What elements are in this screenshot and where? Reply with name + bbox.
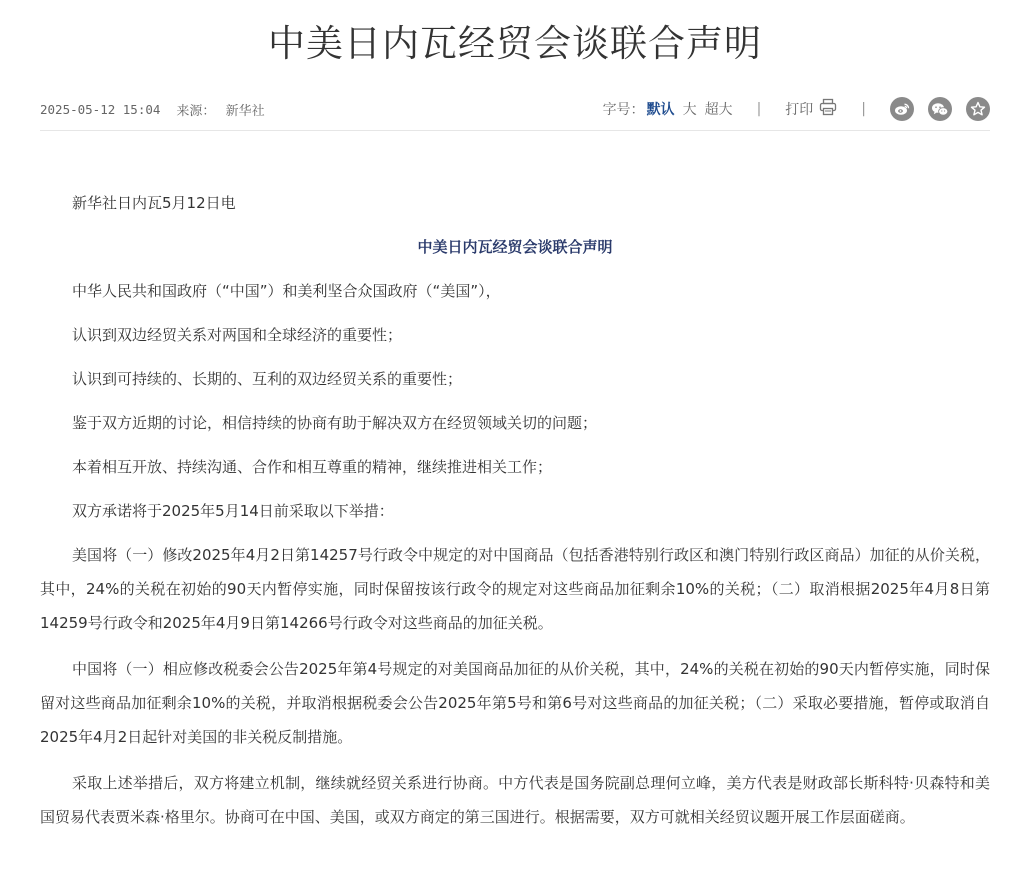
font-size-xlarge-option[interactable]: 超大 [704, 102, 733, 118]
toolbar-divider: | [756, 101, 762, 117]
star-icon[interactable] [966, 97, 990, 121]
statement-title: 中美日内瓦经贸会谈联合声明 [417, 238, 613, 256]
font-size-default-option[interactable]: 默认 [646, 102, 675, 118]
wechat-icon[interactable] [928, 97, 952, 121]
article-body [40, 186, 990, 846]
source-label: 来源： [176, 103, 216, 119]
body-paragraph: 本着相互开放、持续沟通、合作和相互尊重的精神，继续推进相关工作； [72, 458, 553, 476]
article-title: 中美日内瓦经贸会谈联合声明 [268, 22, 762, 65]
body-paragraph: 双方承诺将于2025年5月14日前采取以下举措： [72, 502, 394, 520]
weibo-icon[interactable] [890, 97, 914, 121]
article-meta-bar [40, 94, 990, 131]
share-buttons [890, 97, 990, 121]
body-paragraph: 中华人民共和国政府（“中国”）和美利坚合众国政府（“美国”）， [72, 282, 501, 300]
body-paragraph-us-measures: 美国将（一）修改2025年4月2日第14257号行政令中规定的对中国商品（包括香港特别行政区和澳门特别行政区商品）加征的从价关税，其中，24%的关税在初始的90天内暂停实施，同时保留按该行政令的规定对这些商品加征剩余10%的关税；（二）取消根据2025年4月8日第14259号行政令和2025年4月9日第14266号行政令对这些商品的加征关税。 [40, 546, 990, 632]
body-paragraph: 鉴于双方近期的讨论，相信持续的协商有助于解决双方在经贸领域关切的问题； [72, 414, 598, 432]
source-name: 新华社 [225, 103, 265, 119]
printer-icon [819, 98, 837, 120]
font-size-selector [603, 99, 733, 119]
publish-time: 2025-05-12 15:04 [40, 101, 161, 117]
font-size-large-option[interactable]: 大 [682, 102, 697, 118]
dateline: 新华社日内瓦5月12日电 [72, 194, 236, 212]
toolbar-divider: | [861, 101, 866, 117]
body-paragraph: 认识到双边经贸关系对两国和全球经济的重要性； [72, 326, 403, 344]
print-label: 打印 [785, 102, 814, 118]
source-info [176, 100, 264, 119]
print-button[interactable] [785, 98, 837, 120]
body-paragraph-mechanism: 采取上述举措后，双方将建立机制，继续就经贸关系进行协商。中方代表是国务院副总理何立峰，美方代表是财政部长斯科特·贝森特和美国贸易代表贾米森·格里尔。协商可在中国、美国，或双方商定的第三国进行。根据需要，双方可就相关经贸议题开展工作层面磋商。 [40, 774, 990, 826]
body-paragraph: 认识到可持续的、长期的、互利的双边经贸关系的重要性； [72, 370, 463, 388]
body-paragraph-china-measures: 中国将（一）相应修改税委会公告2025年第4号规定的对美国商品加征的从价关税，其中，24%的关税在初始的90天内暂停实施，同时保留对这些商品加征剩余10%的关税，并取消根据税委会公告2025年第5号和第6号对这些商品的加征关税；（二）采取必要措施，暂停或取消自2025年4月2日起针对美国的非关税反制措施。 [40, 660, 990, 746]
article-tools [603, 97, 990, 121]
article-meta [40, 100, 265, 119]
font-size-label: 字号： [602, 102, 645, 118]
